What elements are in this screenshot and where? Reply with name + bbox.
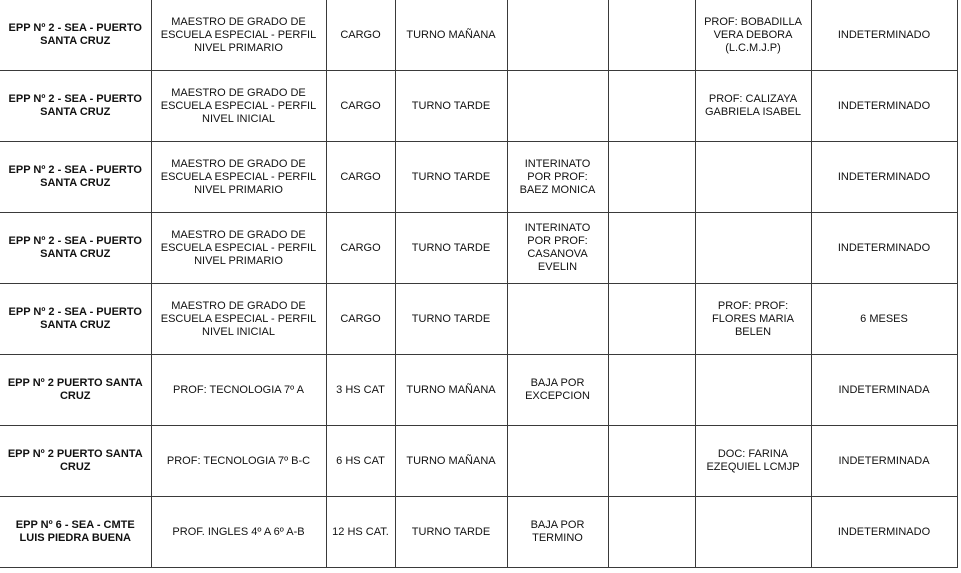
extra-cell bbox=[608, 71, 695, 142]
duration-cell: INDETERMINADO bbox=[811, 497, 957, 568]
reason-cell bbox=[507, 0, 608, 71]
school-cell: EPP Nº 2 - SEA - PUERTO SANTA CRUZ bbox=[0, 213, 151, 284]
shift-cell: TURNO TARDE bbox=[395, 142, 507, 213]
duration-cell: INDETERMINADO bbox=[811, 0, 957, 71]
school-cell: EPP Nº 2 - SEA - PUERTO SANTA CRUZ bbox=[0, 0, 151, 71]
table-row bbox=[0, 355, 957, 426]
assignment-type-cell: CARGO bbox=[326, 0, 395, 71]
school-cell: EPP Nº 2 - SEA - PUERTO SANTA CRUZ bbox=[0, 142, 151, 213]
extra-cell bbox=[608, 142, 695, 213]
holder-cell bbox=[695, 213, 811, 284]
duration-cell: 6 MESES bbox=[811, 284, 957, 355]
assignment-type-cell: CARGO bbox=[326, 142, 395, 213]
shift-cell: TURNO MAÑANA bbox=[395, 0, 507, 71]
extra-cell bbox=[608, 213, 695, 284]
table-row bbox=[0, 71, 957, 142]
position-cell: PROF. INGLES 4º A 6º A-B bbox=[151, 497, 326, 568]
holder-cell bbox=[695, 497, 811, 568]
extra-cell bbox=[608, 284, 695, 355]
position-cell: MAESTRO DE GRADO DE ESCUELA ESPECIAL - PERFIL NIVEL PRIMARIO bbox=[151, 142, 326, 213]
shift-cell: TURNO TARDE bbox=[395, 497, 507, 568]
reason-cell bbox=[507, 284, 608, 355]
school-cell: EPP Nº 2 - SEA - PUERTO SANTA CRUZ bbox=[0, 71, 151, 142]
table-row bbox=[0, 213, 957, 284]
extra-cell bbox=[608, 0, 695, 71]
reason-cell: BAJA POR EXCEPCION bbox=[507, 355, 608, 426]
shift-cell: TURNO MAÑANA bbox=[395, 426, 507, 497]
duration-cell: INDETERMINADA bbox=[811, 355, 957, 426]
position-cell: MAESTRO DE GRADO DE ESCUELA ESPECIAL - PERFIL NIVEL INICIAL bbox=[151, 71, 326, 142]
reason-cell: BAJA POR TERMINO bbox=[507, 497, 608, 568]
position-cell: PROF: TECNOLOGIA 7º B-C bbox=[151, 426, 326, 497]
table-row bbox=[0, 497, 957, 568]
shift-cell: TURNO TARDE bbox=[395, 213, 507, 284]
school-cell: EPP Nº 6 - SEA - CMTE LUIS PIEDRA BUENA bbox=[0, 497, 151, 568]
school-cell: EPP Nº 2 PUERTO SANTA CRUZ bbox=[0, 355, 151, 426]
shift-cell: TURNO TARDE bbox=[395, 71, 507, 142]
reason-cell bbox=[507, 426, 608, 497]
duration-cell: INDETERMINADO bbox=[811, 213, 957, 284]
reason-cell bbox=[507, 71, 608, 142]
duration-cell: INDETERMINADA bbox=[811, 426, 957, 497]
holder-cell: PROF: BOBADILLA VERA DEBORA (L.C.M.J.P) bbox=[695, 0, 811, 71]
holder-cell: DOC: FARINA EZEQUIEL LCMJP bbox=[695, 426, 811, 497]
table-row bbox=[0, 426, 957, 497]
assignment-type-cell: 12 HS CAT. bbox=[326, 497, 395, 568]
duration-cell: INDETERMINADO bbox=[811, 71, 957, 142]
table-row bbox=[0, 0, 957, 71]
assignment-type-cell: CARGO bbox=[326, 284, 395, 355]
position-cell: PROF: TECNOLOGIA 7º A bbox=[151, 355, 326, 426]
shift-cell: TURNO TARDE bbox=[395, 284, 507, 355]
holder-cell: PROF: PROF: FLORES MARIA BELEN bbox=[695, 284, 811, 355]
shift-cell: TURNO MAÑANA bbox=[395, 355, 507, 426]
position-cell: MAESTRO DE GRADO DE ESCUELA ESPECIAL - PERFIL NIVEL PRIMARIO bbox=[151, 0, 326, 71]
holder-cell bbox=[695, 355, 811, 426]
holder-cell bbox=[695, 142, 811, 213]
duration-cell: INDETERMINADO bbox=[811, 142, 957, 213]
assignment-type-cell: 3 HS CAT bbox=[326, 355, 395, 426]
table-row bbox=[0, 284, 957, 355]
school-cell: EPP Nº 2 - SEA - PUERTO SANTA CRUZ bbox=[0, 284, 151, 355]
extra-cell bbox=[608, 426, 695, 497]
table-row bbox=[0, 142, 957, 213]
position-cell: MAESTRO DE GRADO DE ESCUELA ESPECIAL - PERFIL NIVEL INICIAL bbox=[151, 284, 326, 355]
position-cell: MAESTRO DE GRADO DE ESCUELA ESPECIAL - PERFIL NIVEL PRIMARIO bbox=[151, 213, 326, 284]
reason-cell: INTERINATO POR PROF: BAEZ MONICA bbox=[507, 142, 608, 213]
holder-cell: PROF: CALIZAYA GABRIELA ISABEL bbox=[695, 71, 811, 142]
extra-cell bbox=[608, 497, 695, 568]
extra-cell bbox=[608, 355, 695, 426]
assignment-type-cell: 6 HS CAT bbox=[326, 426, 395, 497]
school-cell: EPP Nº 2 PUERTO SANTA CRUZ bbox=[0, 426, 151, 497]
assignment-type-cell: CARGO bbox=[326, 71, 395, 142]
assignment-type-cell: CARGO bbox=[326, 213, 395, 284]
reason-cell: INTERINATO POR PROF: CASANOVA EVELIN bbox=[507, 213, 608, 284]
